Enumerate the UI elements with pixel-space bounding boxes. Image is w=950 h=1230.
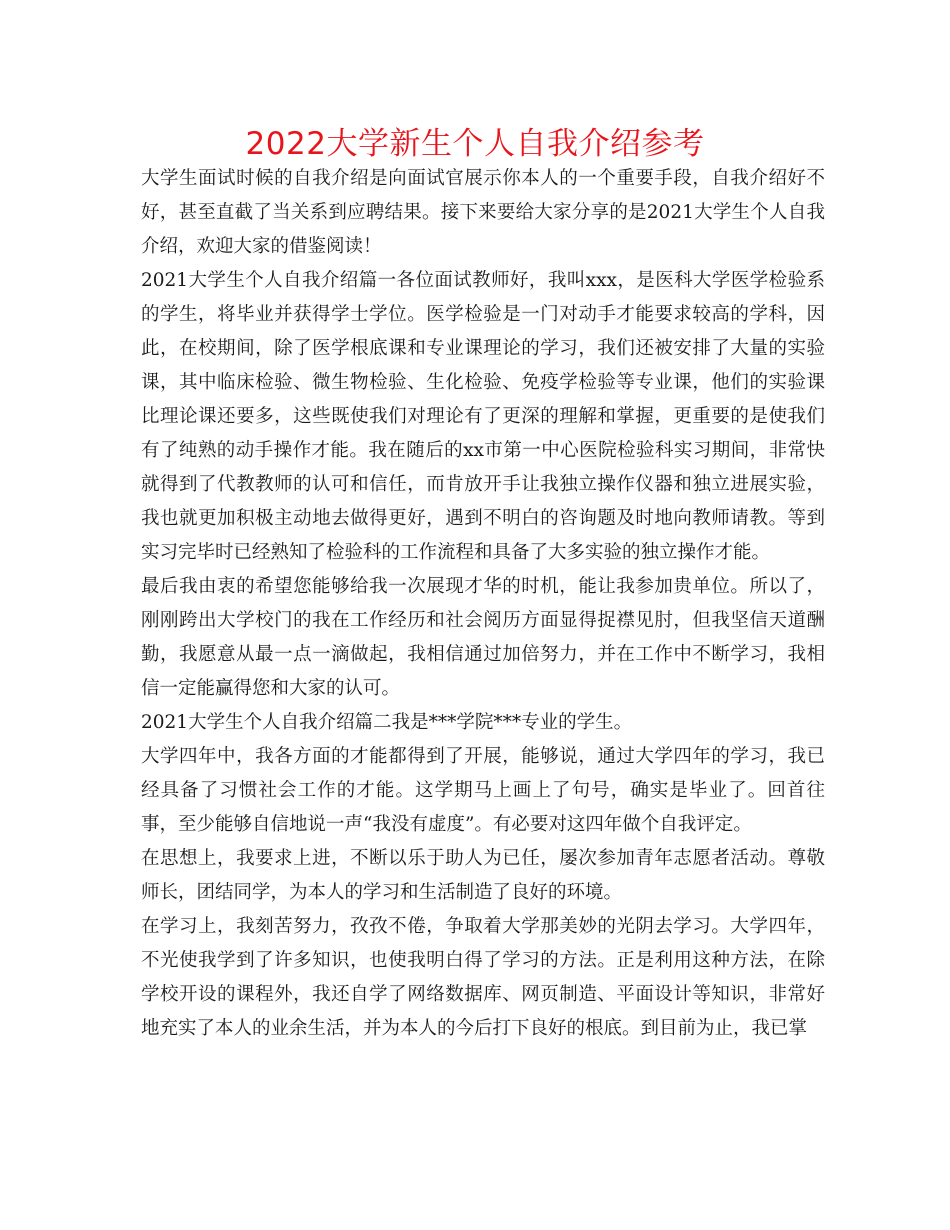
paragraph-closing-one: 最后我由衷的希望您能够给我一次展现才华的时机，能让我参加贵单位。所以了，刚刚跨出大学校门的我在工作经历和社会阅历方面显得捉襟见肘，但我坚信天道酬勤，我愿意从最一点一滴做起，我相信通过加倍努力，并在工作中不断学习，我相信一定能赢得您和大家的认可。 [141,576,825,699]
document-body [141,162,825,1046]
paragraph-intro: 大学生面试时候的自我介绍是向面试官展示你本人的一个重要手段，自我介绍好不好，甚至直截了当关系到应聘结果。接下来要给大家分享的是2021大学生个人自我介绍，欢迎大家的借鉴阅读！ [141,168,825,257]
paragraph-thought: 在思想上，我要求上进，不断以乐于助人为已任，屡次参加青年志愿者活动。尊敬师长，团结同学，为本人的学习和生活制造了良好的环境。 [141,848,825,903]
paragraph-four-years: 大学四年中，我各方面的才能都得到了开展，能够说，通过大学四年的学习，我已经具备了习惯社会工作的才能。这学期马上画上了句号，确实是毕业了。回首往事，至少能够自信地说一声“我没有虚度”。有必要对这四年做个自我评定。 [141,746,825,835]
paragraph-sample-two-heading: 2021大学生个人自我介绍篇二我是***学院***专业的学生。 [141,712,633,733]
paragraph-sample-one: 2021大学生个人自我介绍篇一各位面试教师好，我叫xxx，是医科大学医学检验系的学生，将毕业并获得学士学位。医学检验是一门对动手才能要求较高的学科，因此，在校期间，除了医学根底课和专业课理论的学习，我们还被安排了大量的实验课，其中临床检验、微生物检验、生化检验、免疫学检验等专业课，他们的实验课比理论课还要多，这些既使我们对理论有了更深的理解和掌握，更重要的是使我们有了纯熟的动手操作才能。我在随后的xx市第一中心医院检验科实习期间，非常快就得到了代教教师的认可和信任，而肯放开手让我独立操作仪器和独立进展实验，我也就更加积极主动地去做得更好，遇到不明白的咨询题及时地向教师请教。等到实习完毕时已经熟知了检验科的工作流程和具备了大多实验的独立操作才能。 [141,270,825,563]
document-title: 2022大学新生个人自我介绍参考 [245,126,705,162]
paragraph-study: 在学习上，我刻苦努力，孜孜不倦，争取着大学那美妙的光阴去学习。大学四年，不光使我学到了许多知识，也使我明白得了学习的方法。正是利用这种方法，在除学校开设的课程外，我还自学了网络数据库、网页制造、平面设计等知识，非常好地充实了本人的业余生活，并为本人的今后打下良好的根底。到目前为止，我已掌 [141,916,825,1039]
